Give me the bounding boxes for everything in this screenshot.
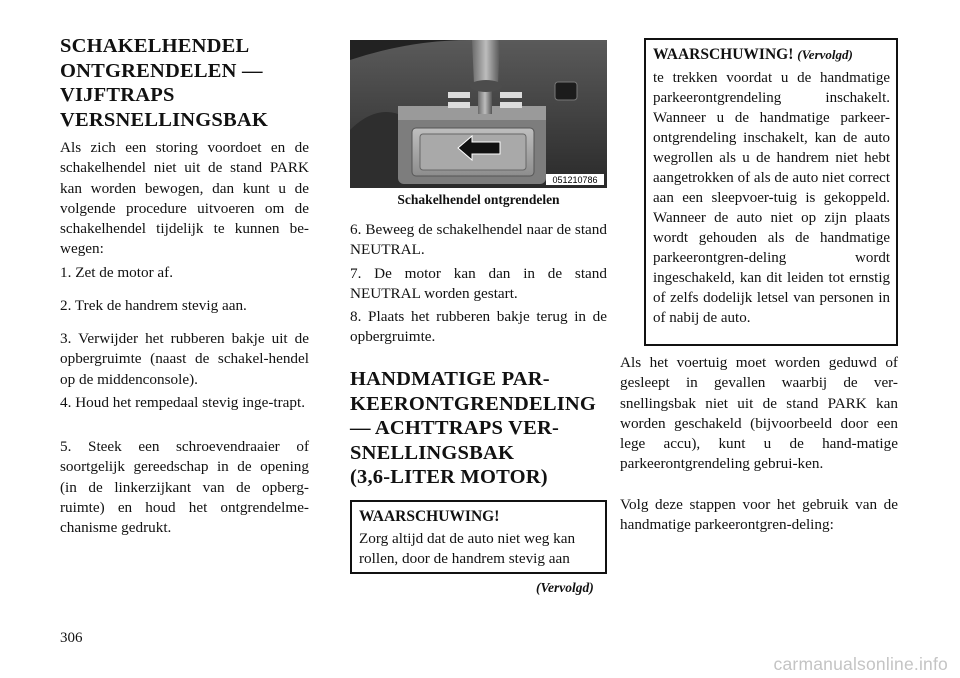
continued-note: (Vervolgd): [536, 580, 594, 595]
photo-reference-code: 051210786: [552, 175, 598, 185]
photo-caption: Schakelhendel ontgrendelen: [397, 192, 560, 207]
step-4: 4. Houd het rempedaal stevig inge-trapt.: [60, 394, 306, 411]
step-8: 8. Plaats het rubberen bakje terug in de opbergruimte.: [350, 308, 607, 346]
heading-line: SNELLINGSBAK: [350, 441, 515, 464]
warning-text: Zorg altijd dat de auto niet weg kan rollen, door de handrem stevig aan: [359, 530, 576, 567]
shifter-photo: [350, 40, 607, 188]
step-2: 2. Trek de handrem stevig aan.: [60, 297, 247, 314]
step-3: 3. Verwijder het rubberen bakje uit de opbergruimte (naast de schakel-hendel op de middenconsole).: [60, 330, 309, 388]
steps-intro-paragraph: Volg deze stappen voor het gebruik van de handmatige parkeerontgren-deling:: [620, 496, 898, 534]
heading-line: — ACHTTRAPS VER-: [350, 417, 559, 439]
heading-line: HANDMATIGE PAR-: [350, 368, 550, 390]
warning-continued-label: (Vervolgd): [797, 47, 853, 62]
step-5: 5. Steek een schroevendraaier of soortgelijk gereedschap in de opening (in de linkerzijkant van de opberg-ruimte) en houd het ontgrendelme-chanisme gedrukt.: [60, 438, 309, 537]
heading-line: VERSNELLINGSBAK: [60, 108, 269, 131]
shifter-console-image: [350, 40, 607, 188]
intro-paragraph: Als zich een storing voordoet en de schakelhendel niet uit de stand PARK kan worden bewogen, dan kunt u de volgende procedure uitvoeren om de schakelhendel tijdelijk te kunnen be-wegen:: [60, 139, 309, 258]
towing-paragraph: Als het voertuig moet worden geduwd of gesleept in gevallen waarbij de ver-snellingsbak niet uit de stand PARK kan worden geschakeld (bijvoorbeeld door een lege accu), kunt u de hand-matige parkeerontgrendeling gebrui-ken.: [620, 354, 898, 473]
warning-title: [653, 46, 890, 64]
heading-line: VIJFTRAPS: [60, 84, 175, 106]
heading-line: (3,6-LITER MOTOR): [350, 466, 548, 488]
step-1: 1. Zet de motor af.: [60, 264, 174, 281]
heading-line: KEERONTGRENDELING: [350, 392, 597, 415]
warning-title-text: WAARSCHUWING!: [653, 46, 794, 63]
watermark: carmanualsonline.info: [773, 654, 948, 674]
warning-box: [350, 500, 607, 574]
page-number: 306: [60, 630, 83, 646]
warning-title: WAARSCHUWING!: [359, 508, 500, 525]
section-heading-shift-release: [60, 34, 268, 132]
warning-text: te trekken voordat u de handmatige parkeerontgrendeling inschakelt. Wanneer u de handmatige parkeer-ontgrendeling inschakelt, kan de auto wegrollen als u de handrem niet hebt aangetrokken of als de auto niet correct aan een sleepvoer-tuig is gekoppeld. Wanneer de auto niet op zijn plaats wordt gehouden als de handmatige parkeerontgren-deling wordt ingeschakeld, kan dit leiden tot ernstig of zelfs dodelijk letsel van personen in of nabij de auto.: [653, 70, 890, 326]
heading-line: SCHAKELHENDEL: [60, 35, 250, 57]
step-6: 6. Beweeg de schakelhendel naar de stand NEUTRAL.: [350, 221, 607, 259]
heading-line: ONTGRENDELEN —: [60, 59, 263, 82]
section-heading-manual-park-release: [350, 367, 620, 490]
step-7: 7. De motor kan dan in de stand NEUTRAL worden gestart.: [350, 265, 607, 303]
warning-box-continued: [644, 38, 898, 346]
